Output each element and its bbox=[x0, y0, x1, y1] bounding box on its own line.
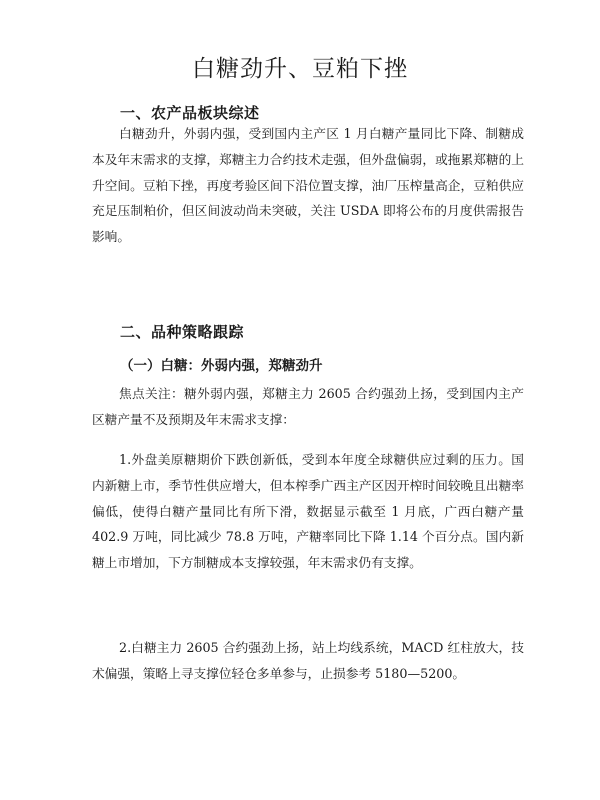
overview-paragraph: 白糖劲升，外弱内强，受到国内主产区 1 月白糖产量同比下降、制糖成本及年末需求的支撑，郑糖主力合约技术走强，但外盘偏弱，或拖累郑糖的上升空间。豆粕下挫，再度考验区间下沿位置支撑，油厂压榨量高企，豆粕供应充足压制粕价，但区间波动尚未突破，关注 USDA 即将公布的月度供需报告影响。 bbox=[92, 126, 524, 245]
document-title: 白糖劲升、豆粕下挫 bbox=[192, 56, 408, 82]
sugar-point-1-paragraph: 1.外盘美原糖期价下跌创新低，受到本年度全球糖供应过剩的压力。国内新糖上市，季节性供应增大，但本榨季广西主产区因开榨时间较晚且出糖率偏低，使得白糖产量同比有所下滑，数据显示截至 1 月底，广西白糖产量 402.9 万吨，同比减少 78.8 万吨，产糖率同比下降 1.14 个百分点。国内新糖上市增加，下方制糖成本支撑较强，年末需求仍有支撑。 bbox=[92, 452, 524, 571]
sugar-point-2-paragraph: 2.白糖主力 2605 合约强劲上扬，站上均线系统，MACD 红柱放大，技术偏强，策略上寻支撑位轻仓多单参与，止损参考 5180—5200。 bbox=[92, 640, 524, 681]
subsection-heading-sugar: （一）白糖：外弱内强，郑糖劲升 bbox=[120, 358, 323, 374]
sugar-focus-paragraph: 焦点关注：糖外弱内强，郑糖主力 2605 合约强劲上扬，受到国内主产区糖产量不及预期及年末需求支撑： bbox=[92, 386, 524, 427]
section-heading-overview: 一、农产品板块综述 bbox=[120, 104, 260, 122]
section-heading-strategy: 二、品种策略跟踪 bbox=[120, 323, 245, 341]
